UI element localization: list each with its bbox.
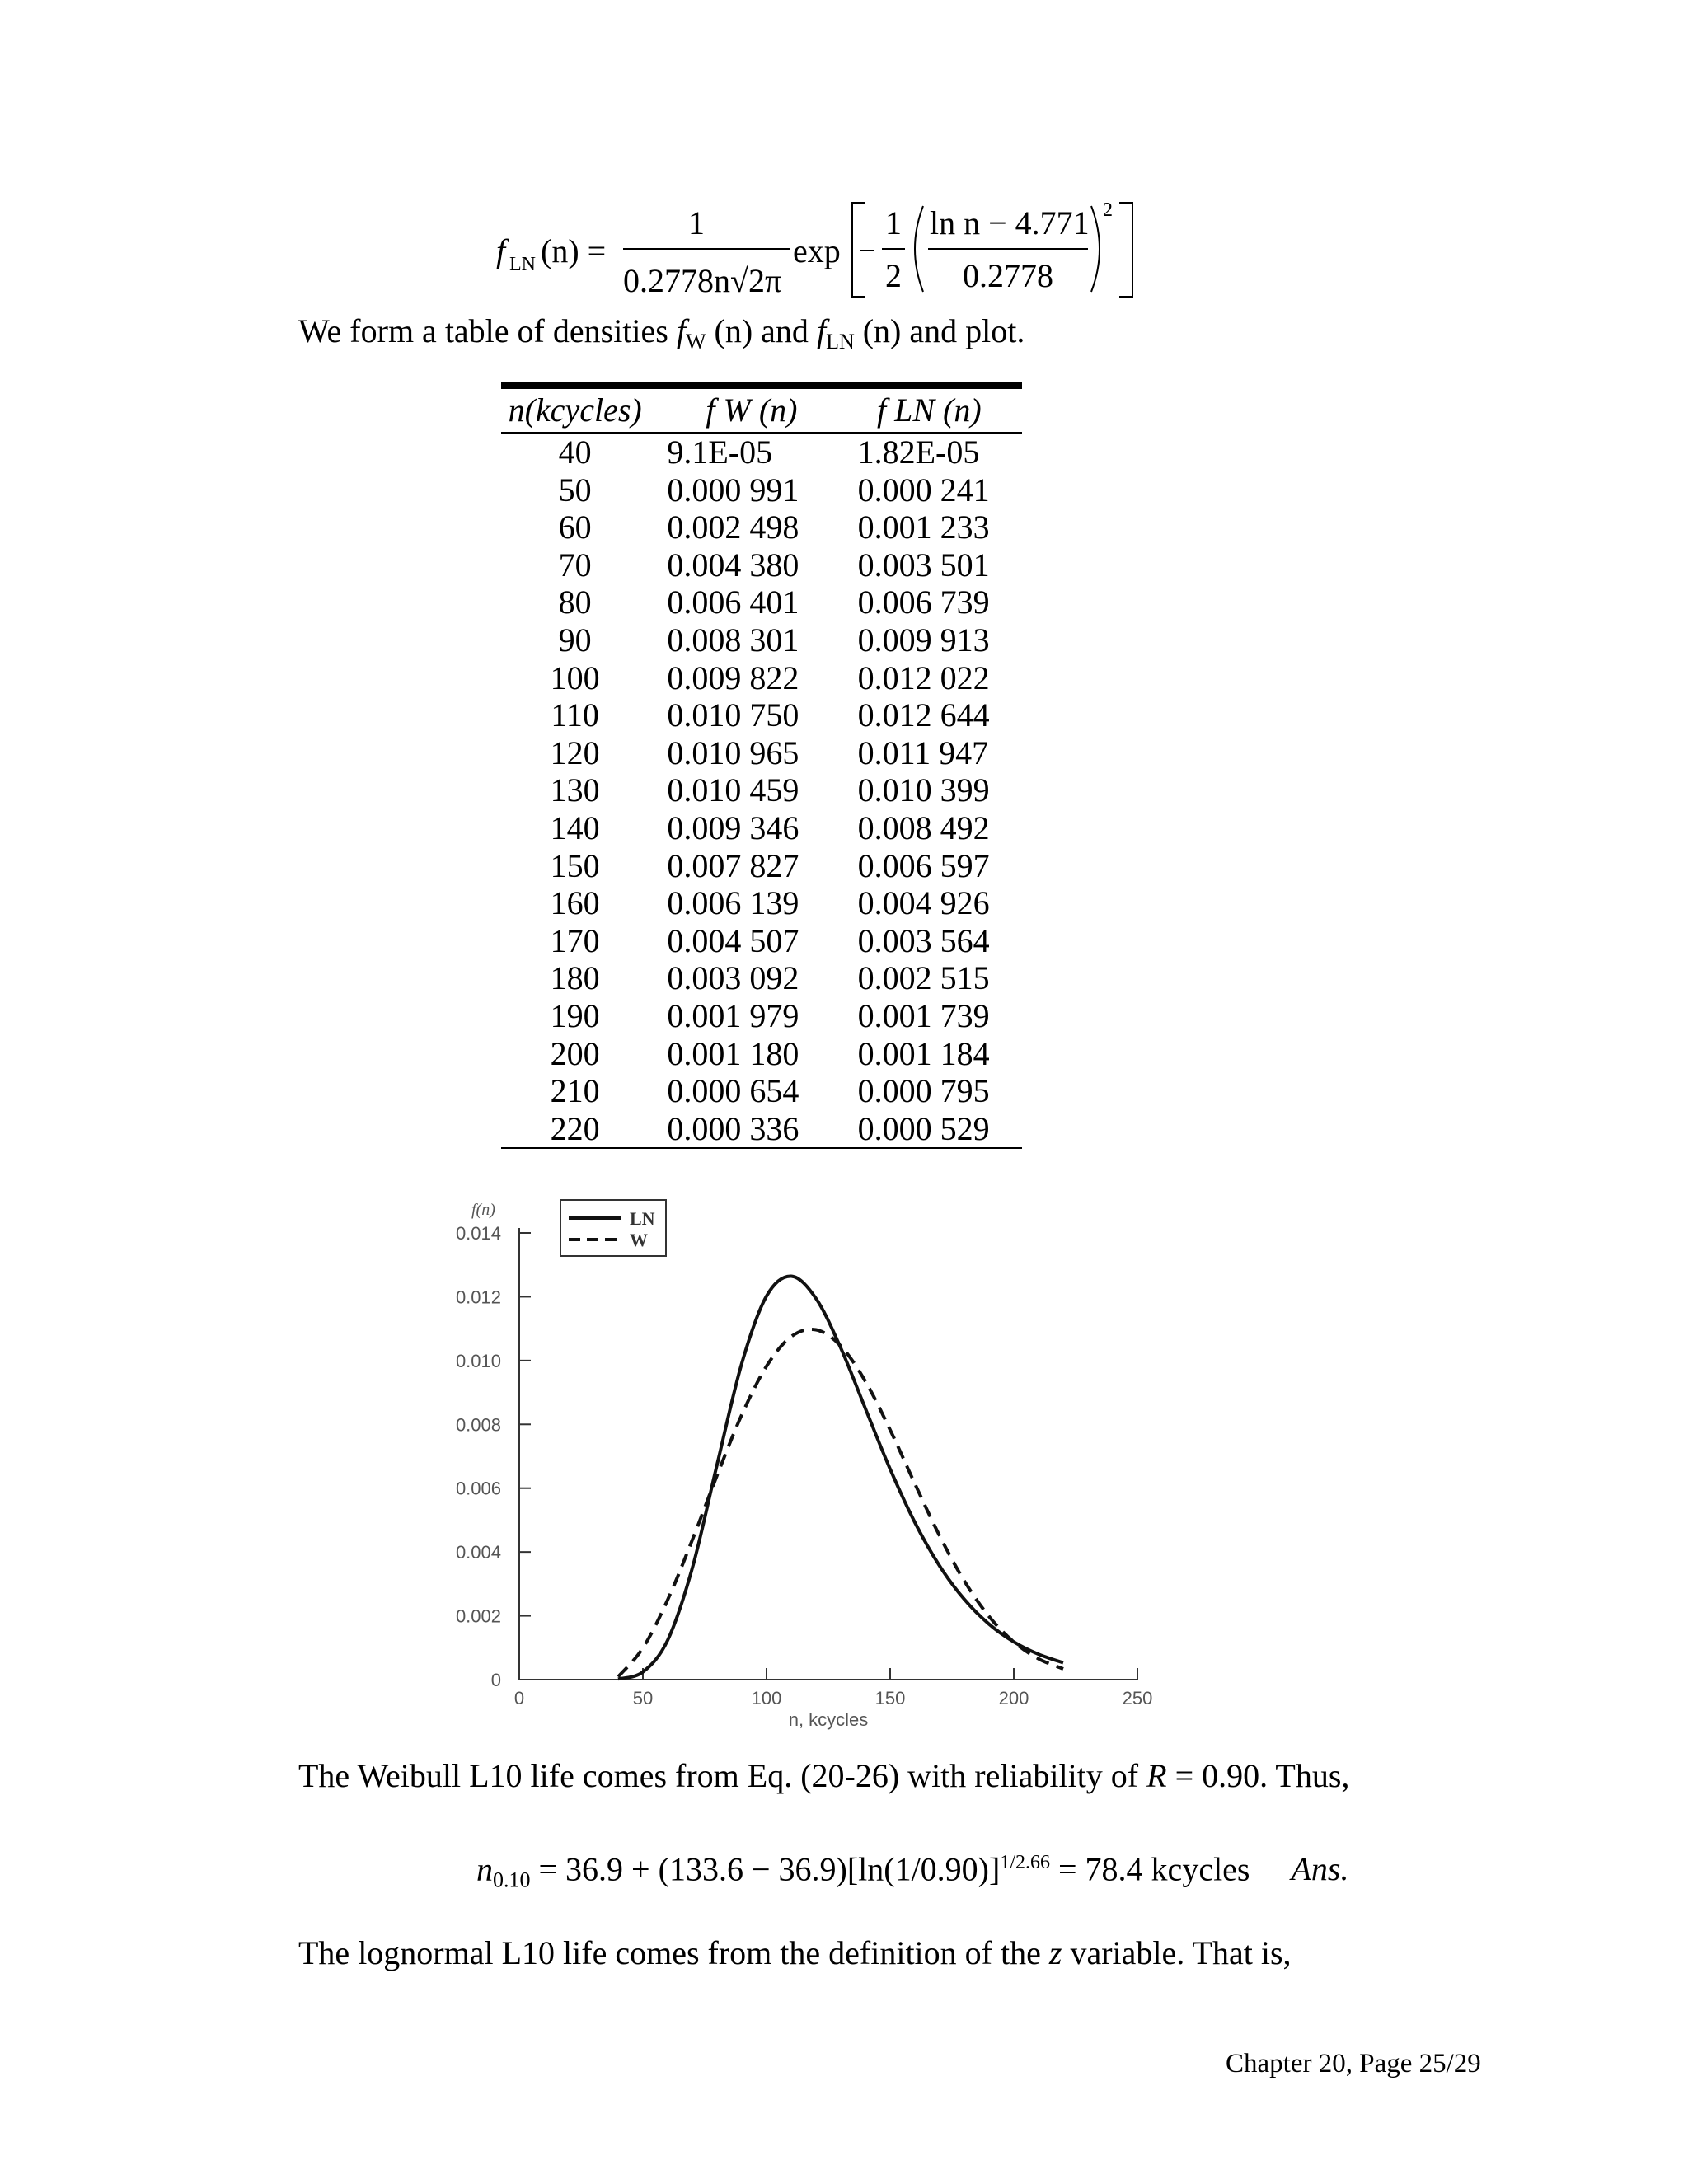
formula-lhs-sub: LN [509, 254, 536, 275]
x-tick-label: 200 [998, 1688, 1029, 1708]
y-tick-label: 0.004 [455, 1542, 501, 1563]
cell-fw: 0.010 459 [667, 771, 799, 809]
cell-fw: 0.007 827 [667, 846, 799, 884]
weibull-paragraph: The Weibull L10 life comes from Eq. (20-26) with reliability of R = 0.90. Thus, [298, 1757, 1350, 1794]
table-row [501, 997, 1022, 1035]
cell-n: 210 [550, 1072, 600, 1110]
x-tick-label: 50 [632, 1688, 654, 1708]
cell-n: 100 [550, 658, 600, 696]
cell-fln: 0.001 184 [857, 1034, 990, 1072]
cell-n: 220 [550, 1109, 600, 1147]
cell-fw: 0.001 979 [667, 996, 799, 1034]
x-tick-label: 0 [513, 1688, 525, 1708]
table-row [501, 471, 1022, 509]
formula-numerator: 1 [688, 204, 705, 241]
y-tick-label: 0.006 [455, 1478, 501, 1499]
col-header-fln: f LN (n) [876, 391, 982, 429]
cell-fln: 0.000 241 [857, 471, 990, 509]
cell-fln: 0.006 597 [857, 846, 990, 884]
cell-n: 90 [558, 621, 592, 658]
table-row [501, 583, 1022, 621]
cell-fw: 0.006 401 [667, 583, 799, 621]
legend-label-w: W [630, 1230, 648, 1250]
table-row [501, 847, 1022, 885]
cell-n: 150 [550, 846, 600, 884]
lognormal-paragraph: The lognormal L10 life comes from the definition of the z variable. That is, [298, 1934, 1292, 1971]
col-header-n: n(kcycles) [508, 391, 642, 429]
density-chart [445, 1187, 1187, 1747]
formula-lhs-arg: (n) = [541, 232, 607, 269]
legend-label-ln: LN [630, 1208, 655, 1229]
series-line-w [618, 1329, 1063, 1677]
table-row [501, 1110, 1022, 1149]
cell-n: 50 [558, 471, 592, 509]
table-row [501, 621, 1022, 659]
cell-fw: 0.002 498 [667, 509, 799, 546]
cell-fw: 0.001 180 [667, 1034, 799, 1072]
cell-fln: 0.011 947 [857, 733, 989, 771]
y-tick-label: 0.002 [455, 1605, 501, 1627]
table-row [501, 1072, 1022, 1110]
formula-ln-denominator: 0.2778 [963, 257, 1053, 294]
cell-fln: 0.012 022 [857, 658, 990, 696]
formula-exp: exp [793, 232, 841, 269]
page-footer: Chapter 20, Page 25/29 [1226, 2049, 1481, 2079]
cell-fw: 9.1E-05 [667, 434, 773, 471]
table-row [501, 696, 1022, 734]
x-tick-label: 150 [874, 1688, 906, 1708]
weibull-l10-formula: $n_{0.10} = 36.9 + (133.6 - 36.9)[\ln(1/0.90)]^{1/2.66} = 78.4$ kcycles Ans. [476, 1850, 1349, 1892]
cell-fln: 0.012 644 [857, 696, 990, 734]
cell-n: 80 [558, 583, 592, 621]
cell-fln: 0.000 795 [857, 1072, 990, 1110]
cell-n: 110 [551, 696, 599, 734]
cell-n: 70 [558, 546, 592, 583]
cell-fln: 0.001 739 [857, 996, 990, 1034]
cell-fw: 0.010 750 [667, 696, 799, 734]
cell-fln: 0.006 739 [857, 583, 990, 621]
cell-n: 190 [550, 996, 600, 1034]
cell-n: 140 [550, 808, 600, 846]
cell-fln: 0.004 926 [857, 884, 990, 922]
cell-fw: 0.000 991 [667, 471, 799, 509]
intro-paragraph: We form a table of densities $f_W$ (n) and $f_{LN}$ (n) and plot. [298, 312, 1025, 354]
cell-fw: 0.000 336 [667, 1109, 799, 1147]
y-tick-label: 0.012 [455, 1286, 501, 1308]
cell-fln: 0.003 564 [857, 921, 990, 959]
formula-svg [462, 191, 1154, 307]
cell-n: 160 [550, 884, 600, 922]
cell-n: 180 [550, 959, 600, 997]
table-row [501, 922, 1022, 960]
cell-fln: 0.009 913 [857, 621, 990, 658]
cell-fw: 0.000 654 [667, 1072, 799, 1110]
y-axis-label: f(n) [471, 1201, 495, 1219]
cell-n: 170 [550, 921, 600, 959]
table-row [501, 734, 1022, 772]
table-row [501, 433, 1022, 471]
density-table [501, 382, 1022, 1149]
formula-power: 2 [1103, 199, 1113, 221]
cell-fw: 0.010 965 [667, 733, 799, 771]
cell-fln: 0.002 515 [857, 959, 990, 997]
cell-fw: 0.009 822 [667, 658, 799, 696]
formula-lhs-f: f [496, 232, 506, 269]
x-axis-label: n, kcycles [788, 1709, 869, 1730]
formula-denominator: 0.2778n√2π [623, 262, 782, 299]
y-tick-label: 0.008 [455, 1414, 501, 1436]
cell-n: 130 [550, 771, 600, 809]
cell-fln: 0.010 399 [857, 771, 990, 809]
cell-fw: 0.006 139 [667, 884, 799, 922]
cell-fln: 0.003 501 [857, 546, 990, 583]
table-row [501, 659, 1022, 697]
x-tick-label: 250 [1122, 1688, 1153, 1708]
table-row [501, 546, 1022, 584]
table-row [501, 884, 1022, 922]
table-row [501, 1035, 1022, 1073]
cell-fln: 0.001 233 [857, 509, 990, 546]
cell-fw: 0.003 092 [667, 959, 799, 997]
y-tick-label: 0.014 [455, 1223, 501, 1244]
table-row [501, 809, 1022, 847]
lognormal-density-formula [462, 191, 1154, 307]
y-tick-label: 0 [490, 1670, 501, 1690]
cell-fw: 0.008 301 [667, 621, 799, 658]
series-line-ln [618, 1276, 1063, 1679]
cell-fw: 0.004 380 [667, 546, 799, 583]
table-body [501, 433, 1022, 1148]
cell-n: 120 [550, 733, 600, 771]
chart-svg [445, 1187, 1187, 1747]
cell-fw: 0.004 507 [667, 921, 799, 959]
col-header-fw: f W (n) [706, 391, 798, 429]
table-header-row [501, 386, 1022, 434]
formula-ln-numerator: ln n − 4.771 [930, 204, 1090, 241]
cell-fln: 1.82E-05 [857, 434, 980, 471]
cell-fw: 0.009 346 [667, 808, 799, 846]
cell-n: 40 [558, 434, 592, 471]
formula-inner-den: 2 [885, 257, 902, 294]
table-row [501, 509, 1022, 546]
formula-inner-num: 1 [885, 204, 902, 241]
cell-n: 200 [550, 1034, 600, 1072]
x-tick-label: 100 [751, 1688, 782, 1708]
cell-fln: 0.008 492 [857, 808, 990, 846]
y-tick-label: 0.010 [455, 1350, 501, 1371]
cell-fln: 0.000 529 [857, 1109, 990, 1147]
table-row [501, 959, 1022, 997]
table-row [501, 771, 1022, 809]
cell-n: 60 [558, 509, 592, 546]
